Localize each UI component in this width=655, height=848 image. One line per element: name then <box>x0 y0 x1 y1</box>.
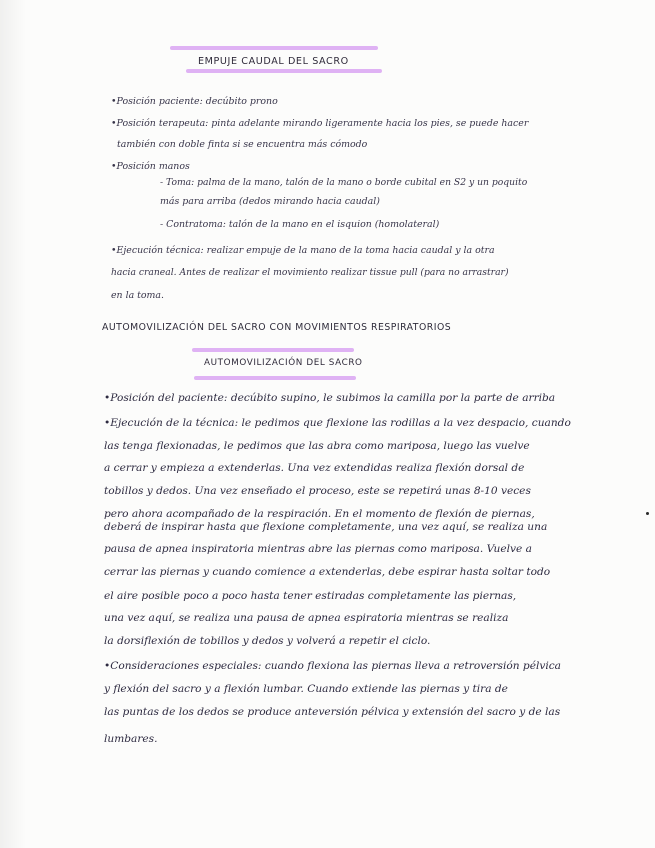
auto-line-8: pausa de apnea inspiratoria mientras abre las piernas como mariposa. Vuelve a <box>104 543 532 555</box>
empuje-line-2: •Posición terapeuta: pinta adelante mirando ligeramente hacia los pies, se puede hacer <box>111 118 529 129</box>
section-title-empuje: EMPUJE CAUDAL DEL SACRO <box>198 56 349 67</box>
auto-line-11: una vez aquí, se realiza una pausa de apnea espiratoria mientras se realiza <box>104 612 509 624</box>
empuje-line-8: •Ejecución técnica: realizar empuje de la mano de la toma hacia caudal y la otra <box>111 245 495 256</box>
title-highlight-bottom <box>186 69 382 73</box>
auto-line-1: •Posición del paciente: decúbito supino, le subimos la camilla por la parte de arriba <box>104 392 556 404</box>
title-highlight-top <box>170 46 378 50</box>
auto-line-16: lumbares. <box>104 733 158 745</box>
auto-line-13: •Consideraciones especiales: cuando flexiona las piernas lleva a retroversión pélvica <box>104 660 561 672</box>
auto-line-6: pero ahora acompañado de la respiración. En el momento de flexión de piernas, <box>104 508 535 520</box>
empuje-line-1: •Posición paciente: decúbito prono <box>111 96 278 107</box>
auto-line-14: y flexión del sacro y a flexión lumbar. Cuando extiende las piernas y tira de <box>104 683 508 695</box>
auto-line-9: cerrar las piernas y cuando comience a extenderlas, debe espirar hasta soltar todo <box>104 566 551 578</box>
auto-line-4: a cerrar y empieza a extenderlas. Una vez extendidas realiza flexión dorsal de <box>104 462 525 474</box>
auto-line-2: •Ejecución de la técnica: le pedimos que flexione las rodillas a la vez despacio, cuando <box>104 417 571 429</box>
empuje-line-3: también con doble finta si se encuentra más cómodo <box>117 139 368 150</box>
page-margin-dot <box>646 512 649 515</box>
empuje-line-6: más para arriba (dedos mirando hacia caudal) <box>160 196 380 207</box>
auto-line-7: deberá de inspirar hasta que flexione completamente, una vez aquí, se realiza una <box>104 521 548 533</box>
page-edge-shadow <box>0 0 26 848</box>
empuje-line-5: - Toma: palma de la mano, talón de la mano o borde cubital en S2 y un poquito <box>160 177 528 188</box>
empuje-line-4: •Posición manos <box>111 161 190 172</box>
auto-line-15: las puntas de los dedos se produce anteversión pélvica y extensión del sacro y de las <box>104 706 561 718</box>
empuje-line-7: - Contratoma: talón de la mano en el isquion (homolateral) <box>160 219 440 230</box>
auto-line-3: las tenga flexionadas, le pedimos que las abra como mariposa, luego las vuelve <box>104 440 530 452</box>
auto-line-10: el aire posible poco a poco hasta tener estiradas completamente las piernas, <box>104 590 517 602</box>
title2-highlight-top <box>192 348 354 352</box>
empuje-line-10: en la toma. <box>111 290 165 301</box>
empuje-line-9: hacia craneal. Antes de realizar el movimiento realizar tissue pull (para no arrastrar) <box>111 267 509 278</box>
title2-highlight-bottom <box>194 376 356 380</box>
section-title-automovilizacion: AUTOMOVILIZACIÓN DEL SACRO <box>204 358 363 368</box>
auto-line-12: la dorsiflexión de tobillos y dedos y volverá a repetir el ciclo. <box>104 635 431 647</box>
auto-line-5: tobillos y dedos. Una vez enseñado el proceso, este se repetirá unas 8-10 veces <box>104 485 531 497</box>
section-heading-automovilizacion-respiratorios: AUTOMOVILIZACIÓN DEL SACRO CON MOVIMIENTOS RESPIRATORIOS <box>102 322 452 333</box>
